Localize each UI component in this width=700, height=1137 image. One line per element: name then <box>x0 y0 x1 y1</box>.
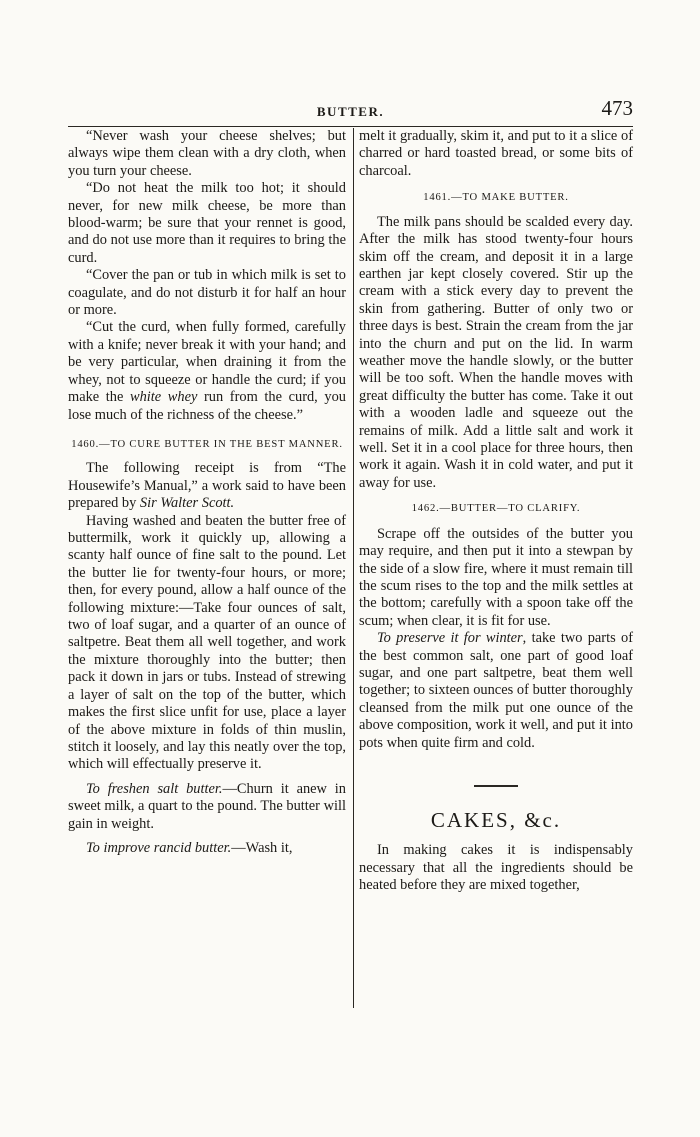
paragraph: The milk pans should be scalded every day. After the milk has stood twenty-four hours skim off the cream, and deposit it in a large earthen jar kept closely covered. Stir up the cream with a stick every day to prevent the skin from gathering. Butter of only two or three days is best. Strain the cream from the jar into the churn and put on the lid. In warm weather move the handle slowly, or the butter will be too soft. When the handle moves with great difficulty the butter has come. Take it out with a wooden ladle and squeeze out the remains of milk. Add a little salt and work it well. Set it in a cool place for three hours, then work it again. Wash it in cold water, and put it away for use. <box>359 213 633 491</box>
page-number: 473 <box>601 96 633 120</box>
text-run: The following receipt is from “The Housewife’s Manual,” a work said to have been prepared by <box>68 460 346 512</box>
italic-phrase: To preserve it for winter <box>377 630 523 647</box>
paragraph: Scrape off the outsides of the butter you may require, and then put it into a stewpan by the side of a slow fire, where it must remain till the scum rises to the top and the milk settles at the bottom; carefully with a spoon take off the scum; when clear, it is fit for use. <box>359 525 633 629</box>
page-header <box>68 96 633 124</box>
recipe-heading-1461: 1461.—TO MAKE BUTTER. <box>423 192 569 204</box>
paragraph <box>68 319 346 423</box>
right-column <box>359 128 633 895</box>
text-run: run from the curd, you lose much of the richness of the cheese.” <box>68 389 346 423</box>
text-run: “Cut the curd, when fully formed, carefully with a knife; never break it with your hand; and be very particular, when draining it from the whey, not to squeeze or handle the curd; if you make the <box>68 319 346 406</box>
recipe-heading-1462: 1462.—BUTTER—TO CLARIFY. <box>411 503 581 515</box>
header-rule <box>68 126 633 127</box>
paragraph <box>68 840 346 857</box>
paragraph: “Cover the pan or tub in which milk is set to coagulate, and do not disturb it for half an hour or more. <box>68 267 346 319</box>
italic-phrase: To improve rancid butter. <box>86 839 232 856</box>
column-divider <box>353 128 354 1008</box>
recipe-heading-1460: 1460.—TO CURE BUTTER IN THE BEST MANNER. <box>71 438 343 450</box>
paragraph: “Never wash your cheese shelves; but always wipe them clean with a dry cloth, when you turn your cheese. <box>68 128 346 179</box>
paragraph: Having washed and beaten the butter free of buttermilk, work it quickly up, allowing a scanty half ounce of fine salt to the pound. Let the butter lie for twenty-four hours, or more; then, for every pound, allow a half ounce of the following mixture:—Take four ounces of salt, two of loaf sugar, and a quarter of an ounce of saltpetre. Beat them all well together, and work the mixture thoroughly into the butter; then pack it down in jars or tubs. Instead of strewing a layer of salt on the top of the butter, which makes the first slice unfit for use, place a layer of the above mixture in folds of thin muslin, stitch it loosely, and lay this neatly over the top, which will effectually preserve it. <box>68 512 346 773</box>
italic-phrase: white whey <box>130 389 198 406</box>
running-head: BUTTER. <box>316 104 385 119</box>
section-divider <box>474 785 518 787</box>
section-title: CAKES, &c. <box>430 808 562 832</box>
paragraph <box>359 630 633 752</box>
paragraph: melt it gradually, skim it, and put to it a slice of charred or hard toasted bread, or some bits of charcoal. <box>359 128 633 179</box>
paragraph: In making cakes it is indispensably necessary that all the ingredients should be heated before they are mixed together, <box>359 842 633 894</box>
left-column <box>68 128 346 857</box>
text-run: —Wash it, <box>231 839 293 856</box>
text-run: —Churn it anew in sweet milk, a quart to the pound. The butter will gain in weight. <box>68 780 347 832</box>
paragraph <box>68 460 346 512</box>
paragraph: “Do not heat the milk too hot; it should never, for new milk cheese, be more than blood-warm; be sure that your rennet is good, and do not use more than it requires to bring the curd. <box>68 180 346 266</box>
italic-phrase: To freshen salt butter. <box>86 780 223 797</box>
text-run: , take two parts of the best common salt, one part of good loaf sugar, and one part saltpetre, beat them well together; to sixteen ounces of butter thoroughly cleansed from the milk put one ounce of the above composition, work it well, and put it into pots when quite firm and cold. <box>359 630 633 751</box>
italic-phrase: Sir Walter Scott. <box>139 495 235 512</box>
paragraph <box>68 781 346 833</box>
